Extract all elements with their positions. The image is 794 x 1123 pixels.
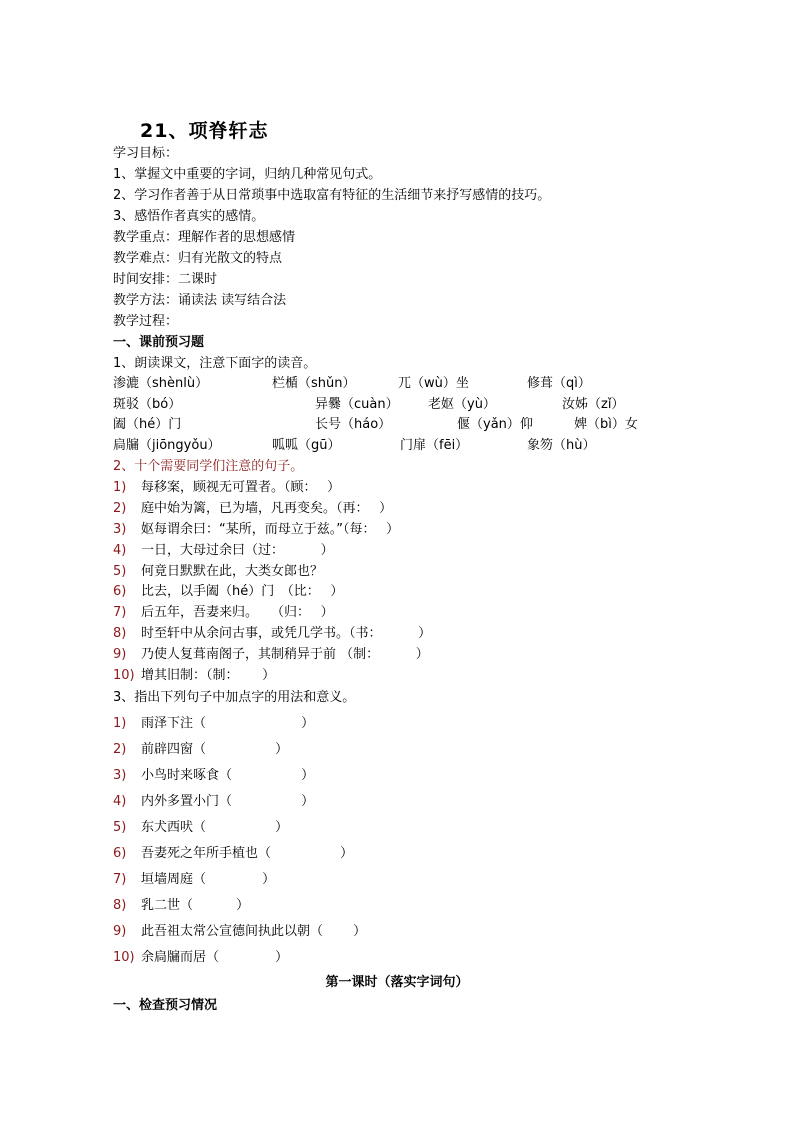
q2-heading: 2、十个需要同学们注意的句子。 [113,459,304,474]
item-text: 垣墙周庭（ ） [141,872,276,887]
item-number: 6) [113,584,127,599]
pinyin-entry: 象笏（hù） [527,438,596,453]
item-text: 此吾祖太常公宣德间执此以朝（ ） [141,924,367,939]
pinyin-entry: 渗漉（shènlù） [113,376,209,391]
pinyin-entry: 兀（wù）坐 [398,376,469,391]
item-number: 8) [113,626,127,641]
pinyin-entry: 扃牖（jiōngyǒu） [113,438,221,453]
item-number: 9) [113,924,127,939]
item-text: 每移案，顾视无可置者。（顾： ） [141,480,341,495]
list-item [113,478,340,497]
objectives-heading: 学习目标： [113,146,179,161]
list-item [113,870,275,889]
time-arrangement: 时间安排：二课时 [113,272,218,287]
teaching-process: 教学过程： [113,314,179,329]
pinyin-entry: 阖（hé）门 [113,417,182,432]
objective-item: 2、学习作者善于从日常琐事中选取富有特征的生活细节来抒写感情的技巧。 [113,188,551,203]
list-item [113,948,288,967]
list-item [113,541,334,560]
item-text: 后五年，吾妻来归。 （归： ） [141,605,334,620]
list-item [113,896,249,915]
item-text: 一日，大母过余曰（过： ） [141,543,334,558]
item-text: 雨泽下注（ ） [141,716,315,731]
item-number: 3) [113,768,127,783]
item-number: 10) [113,668,135,683]
pinyin-entry: 长号（háo） [315,417,392,432]
q3-heading: 3、指出下列句子中加点字的用法和意义。 [113,690,356,705]
item-text: 比去，以手阖（hé）门 （比： ） [141,584,344,599]
item-text: 东犬西吠（ ） [141,820,289,835]
item-text: 吾妻死之年所手植也（ ） [141,846,354,861]
item-number: 7) [113,605,127,620]
page-title: 21、项脊轩志 [140,120,269,142]
item-text: 前辟四窗（ ） [141,742,289,757]
pinyin-entry: 栏楯（shǔn） [272,376,356,391]
pinyin-entry: 斑驳（bó） [113,397,182,412]
preview-heading: 一、课前预习题 [113,335,205,350]
item-number: 1) [113,716,127,731]
lesson-heading: 第一课时（落实字词句） [325,975,469,990]
item-text: 内外多置小门（ ） [141,794,315,809]
list-item [113,844,353,863]
item-number: 5) [113,564,127,579]
item-number: 1) [113,480,127,495]
pinyin-entry: 老妪（yù） [428,397,496,412]
list-item [113,818,288,837]
item-text: 小鸟时来啄食（ ） [141,768,315,783]
item-number: 4) [113,543,127,558]
list-item [113,645,429,664]
list-item [113,520,399,539]
pinyin-entry: 异爨（cuàn） [315,397,399,412]
item-text: 时至轩中从余问古事，或凭几学书。（书： ） [141,626,432,641]
teaching-difficulty: 教学难点：归有光散文的特点 [113,251,283,266]
item-text: 增其旧制：（制： ） [141,668,276,683]
item-text: 乃使人复葺南阁子，其制稍异于前 （制： ） [141,647,429,662]
list-item [113,714,314,733]
pinyin-entry: 呱呱（gū） [272,438,341,453]
check-heading: 一、检查预习情况 [113,998,218,1013]
teaching-focus: 教学重点：理解作者的思想感情 [113,230,296,245]
item-number: 5) [113,820,127,835]
item-number: 3) [113,522,127,537]
item-number: 2) [113,501,127,516]
list-item [113,740,288,759]
list-item [113,562,323,581]
list-item [113,603,334,622]
item-number: 8) [113,898,127,913]
list-item [113,666,275,685]
item-number: 9) [113,647,127,662]
item-text: 庭中始为篱，已为墙，凡再变矣。（再： ） [141,501,393,516]
list-item [113,766,314,785]
item-number: 4) [113,794,127,809]
item-text: 妪每谓余曰：“某所，而母立于兹。”（每： ） [141,522,400,537]
item-text: 何竟日默默在此，大类女郎也？ [141,564,324,579]
pinyin-entry: 汝姊（zǐ） [562,397,625,412]
objective-item: 1、掌握文中重要的字词，归纳几种常见句式。 [113,167,382,182]
item-number: 6) [113,846,127,861]
objective-item: 3、感悟作者真实的感情。 [113,209,265,224]
item-number: 2) [113,742,127,757]
item-number: 7) [113,872,127,887]
list-item [113,922,366,941]
pinyin-entry: 门扉（fēi） [400,438,469,453]
teaching-method: 教学方法：诵读法 读写结合法 [113,293,287,308]
item-text: 乳二世（ ） [141,898,250,913]
q1-heading: 1、朗读课文，注意下面字的读音。 [113,356,317,371]
pinyin-entry: 婢（bì）女 [574,417,638,432]
pinyin-entry: 修葺（qì） [527,376,591,391]
list-item [113,499,392,518]
item-number: 10) [113,950,135,965]
pinyin-entry: 偃（yǎn）仰 [457,417,533,432]
list-item [113,792,314,811]
list-item [113,582,343,601]
item-text: 余扃牖而居（ ） [141,950,289,965]
list-item [113,624,431,643]
